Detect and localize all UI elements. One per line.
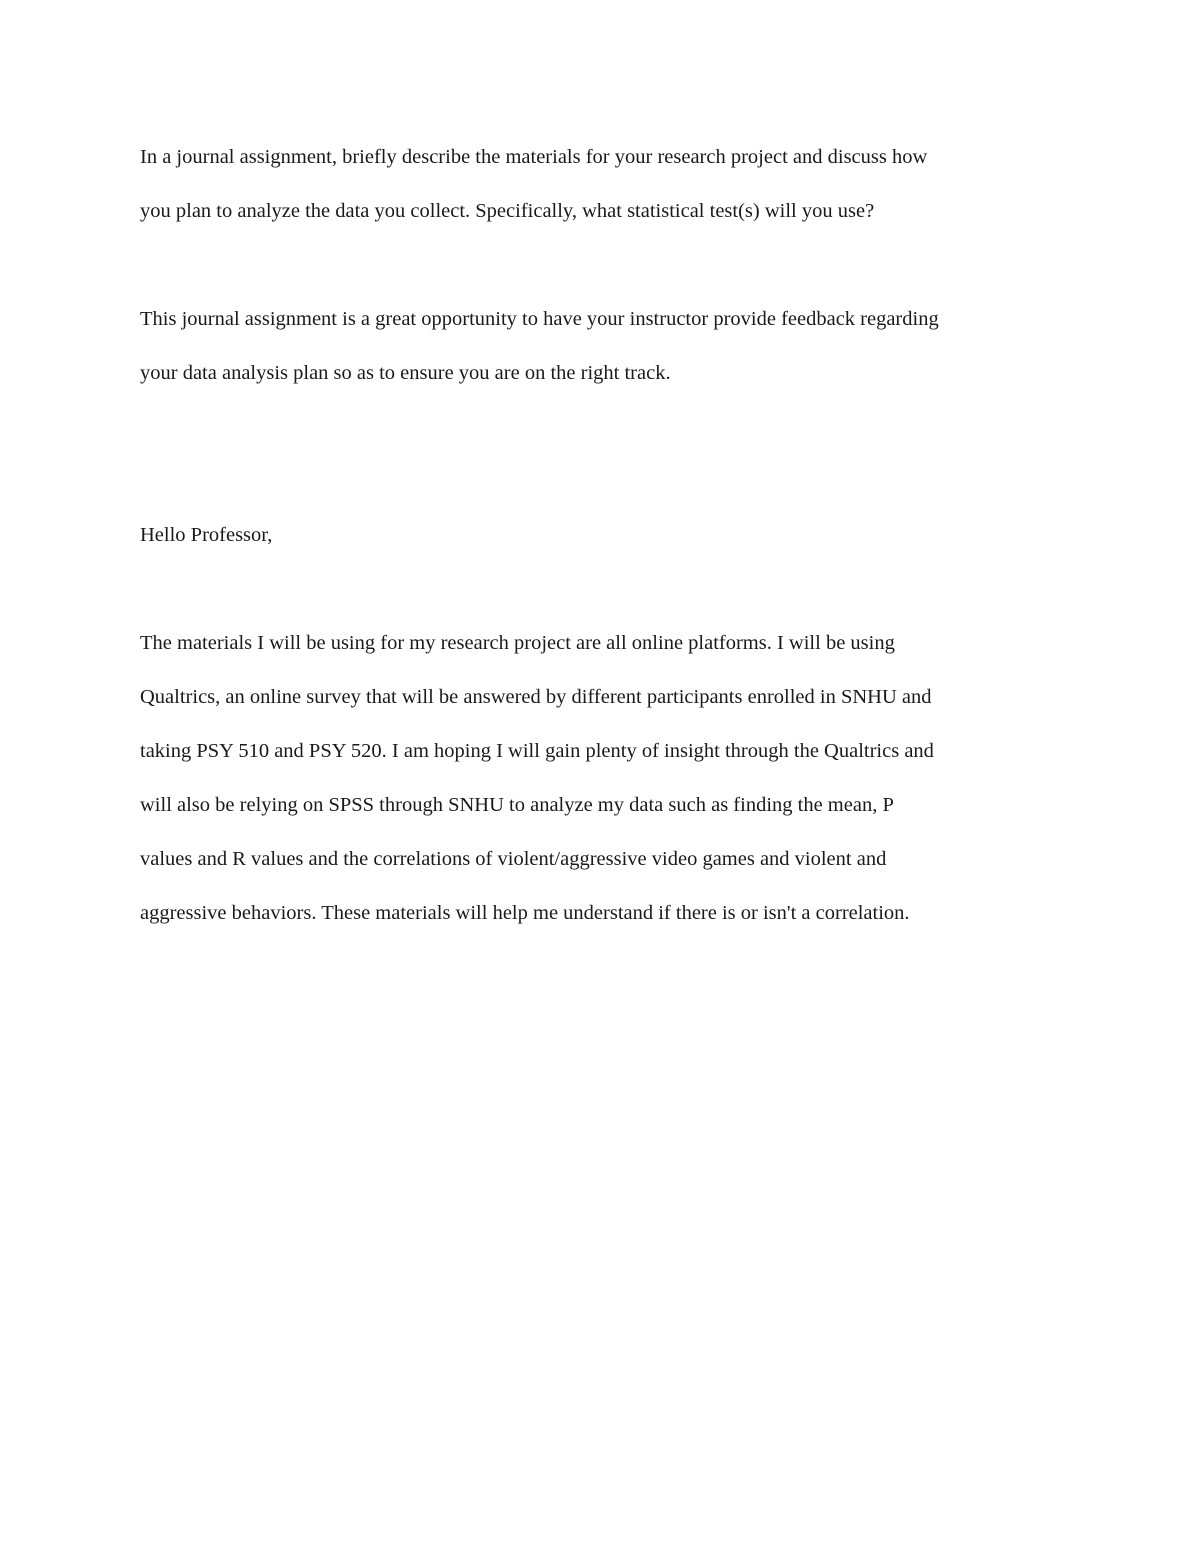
response-line: aggressive behaviors. These materials will help me understand if there is or isn't a correlation. xyxy=(140,902,910,924)
response-line: The materials I will be using for my research project are all online platforms. I will be using xyxy=(140,632,895,654)
prompt-line: In a journal assignment, briefly describe the materials for your research project and discuss how xyxy=(140,146,928,168)
prompt-line: you plan to analyze the data you collect. Specifically, what statistical test(s) will you use? xyxy=(140,200,875,222)
response-line: will also be relying on SPSS through SNHU to analyze my data such as finding the mean, P xyxy=(140,794,894,816)
response-line: Qualtrics, an online survey that will be answered by different participants enrolled in SNHU and xyxy=(140,686,932,708)
note-line: This journal assignment is a great opportunity to have your instructor provide feedback regarding xyxy=(140,308,939,330)
note-line: your data analysis plan so as to ensure you are on the right track. xyxy=(140,362,671,384)
response-line: values and R values and the correlations of violent/aggressive video games and violent and xyxy=(140,848,887,870)
greeting: Hello Professor, xyxy=(140,524,273,546)
response-line: taking PSY 510 and PSY 520. I am hoping I will gain plenty of insight through the Qualtrics and xyxy=(140,740,934,762)
